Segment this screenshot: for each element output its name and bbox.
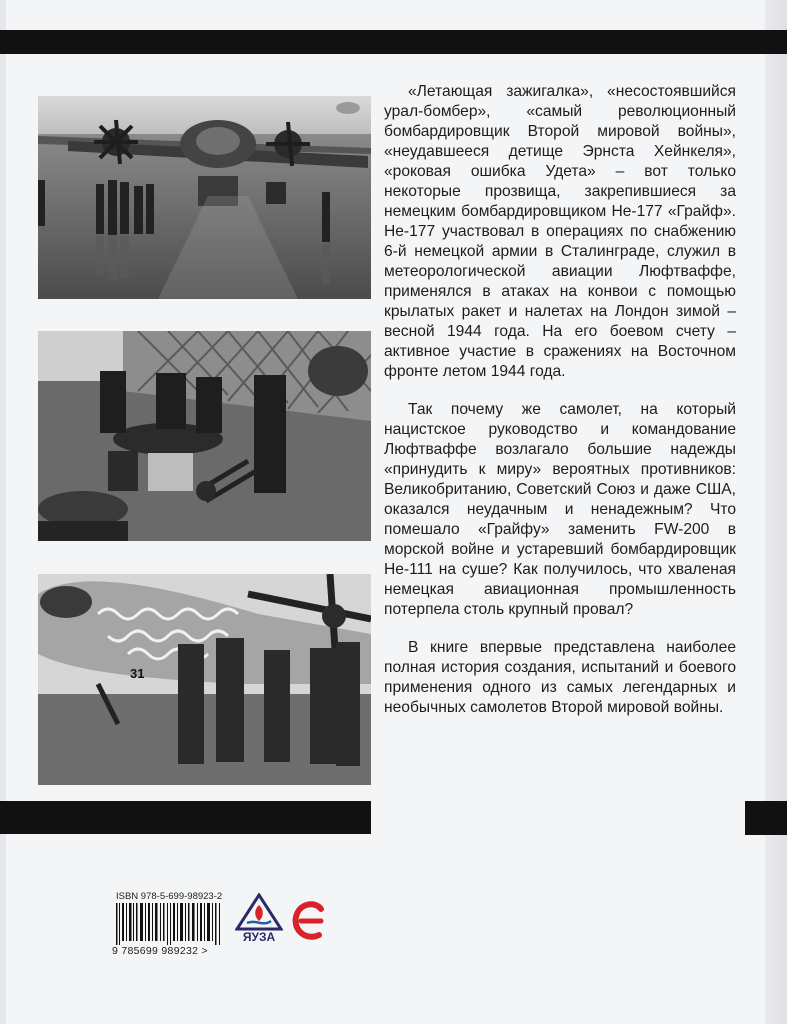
cover-spine-edge (765, 0, 787, 1024)
top-black-band (0, 30, 787, 54)
annotation-paragraph-2: Так почему же самолет, на который нацистское руководство и командование Люфтваффе возлагало большие надежды «принудить к миру» вероятных противников: Великобританию, Советский Союз и даже США, оказался неудачным и ненадежным? Что помешало «Грайфу» заменить FW-200 в морской войне и устаревший бомбардировщик Не-111 на суше? Как получилось, что хваленая немецкая авиационная промышленность потерпела столь крупный провал? (384, 401, 736, 618)
photo-ground-crew-with-bombs (38, 331, 371, 541)
lower-black-band-left (0, 801, 371, 834)
annotation-text-column (384, 82, 736, 736)
isbn-number: ISBN 978-5-699-98923-2 (116, 891, 223, 902)
isbn-barcode (112, 891, 230, 963)
cover-left-edge (0, 0, 6, 1024)
annotation-paragraph-1: «Летающая зажигалка», «несостоявшийся урал-бомбер», «самый революционный бомбардировщик Второй мировой войны», «неудавшееся детище Эрнста Хейнкеля», «роковая ошибка Удета» – вот только некоторые прозвища, закрепившиеся за немецким бомбардировщиком Не-177 «Грайф». Не-177 участвовал в операциях по снабжению 6-й немецкой армии в Сталинграде, служил в метеорологической авиации Люфтваффе, применялся в атаках на конвои с помощью крылатых ракет и налетах на Лондон зимой – весной 1944 года. На его боевом счету – активное участие в сражениях на Восточном фронте летом 1944 года. (384, 83, 736, 380)
barcode-digits: 9 785699 989232 > (112, 945, 208, 957)
photo-bomber-on-wet-airfield (38, 96, 371, 299)
eksmo-e-icon (291, 899, 327, 943)
annotation-paragraph-3: В книге впервые представлена наиболее полная история создания, испытаний и боевого применения одного из самых легендарных и необычных самолетов Второй мировой войны. (384, 639, 736, 716)
barcode-bars (114, 903, 224, 945)
yuza-publisher-logo (235, 893, 283, 947)
tail-number-31: 31 (130, 666, 145, 681)
yuza-logo-label: ЯУЗА (242, 930, 276, 944)
yuza-flame-triangle-icon (235, 893, 283, 931)
photo-camouflaged-bomber-with-crew (38, 574, 371, 785)
lower-black-band-right (745, 801, 787, 835)
